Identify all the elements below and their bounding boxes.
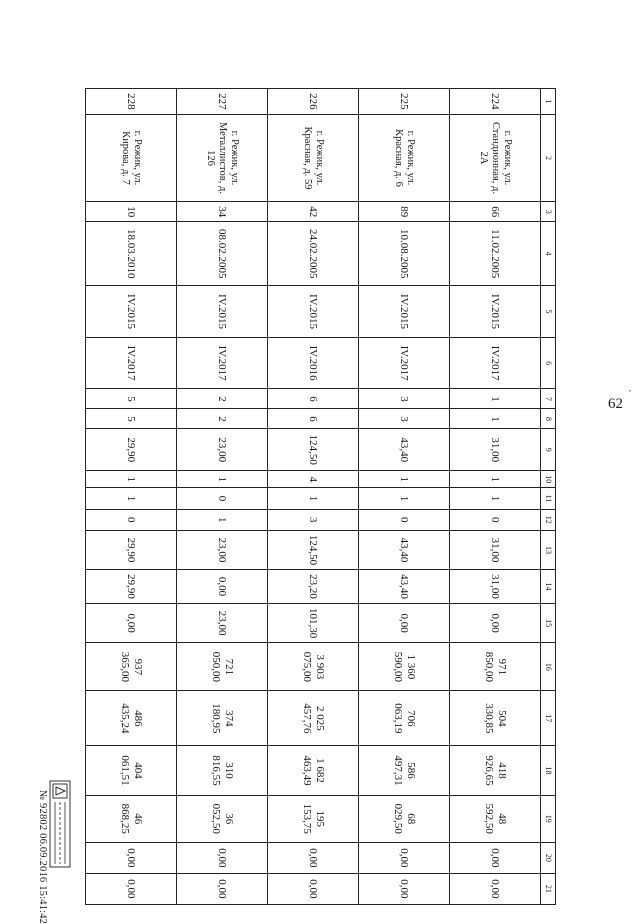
column-number: 17 xyxy=(541,691,556,746)
column-number: 16 xyxy=(541,643,556,691)
table-cell: 48 592,50 xyxy=(450,795,541,842)
table-cell: 36 052,50 xyxy=(177,795,268,842)
table-cell: 29,90 xyxy=(86,570,177,604)
column-number: 5 xyxy=(541,286,556,338)
table-cell: IV.2017 xyxy=(86,337,177,389)
table-cell: 1 xyxy=(268,488,359,509)
column-number: 15 xyxy=(541,603,556,642)
column-number: 7 xyxy=(541,389,556,409)
column-number: 18 xyxy=(541,746,556,795)
table-cell: 486 435,24 xyxy=(86,691,177,746)
data-table xyxy=(85,88,556,905)
column-number: 6 xyxy=(541,337,556,389)
table-cell: 3 xyxy=(268,509,359,530)
table-cell: 0 xyxy=(86,509,177,530)
table-cell: 0,00 xyxy=(86,842,177,873)
column-number: 1 xyxy=(541,89,556,115)
table-cell: 3 xyxy=(359,409,450,429)
table-cell: IV.2017 xyxy=(450,337,541,389)
table-cell: 1 xyxy=(359,488,450,509)
table-cell: 3 903 075,00 xyxy=(268,643,359,691)
table-cell: 23,00 xyxy=(177,429,268,471)
table-cell: 31,00 xyxy=(450,429,541,471)
table-cell: 66 xyxy=(450,202,541,222)
table-cell: 23,00 xyxy=(177,530,268,569)
column-number: 21 xyxy=(541,873,556,904)
page-number: 62 xyxy=(608,396,623,412)
table-cell: 1 682 463,49 xyxy=(268,746,359,795)
address-cell: г. Режик, ул. Кирова, д. 7 xyxy=(86,114,177,201)
table-cell: 6 xyxy=(268,409,359,429)
table-cell: 5 xyxy=(86,409,177,429)
column-number: 10 xyxy=(541,470,556,487)
table-cell: 10 xyxy=(86,202,177,222)
table-cell: IV.2015 xyxy=(450,286,541,338)
column-number: 14 xyxy=(541,570,556,604)
table-cell: 418 926,65 xyxy=(450,746,541,795)
table-cell: 23,20 xyxy=(268,570,359,604)
table-cell: 504 330,85 xyxy=(450,691,541,746)
table-cell: 124,50 xyxy=(268,530,359,569)
table-cell: 1 xyxy=(450,389,541,409)
table-cell: 374 180,95 xyxy=(177,691,268,746)
table-cell: 2 025 457,76 xyxy=(268,691,359,746)
column-number: 13 xyxy=(541,530,556,569)
page-mark: ' xyxy=(621,390,632,392)
table-cell: 89 xyxy=(359,202,450,222)
table-cell: 0,00 xyxy=(177,570,268,604)
table-cell: IV.2017 xyxy=(359,337,450,389)
table-cell: 971 850,00 xyxy=(450,643,541,691)
table-cell: 0,00 xyxy=(268,842,359,873)
table-cell: 310 816,55 xyxy=(177,746,268,795)
table-cell: 706 063,19 xyxy=(359,691,450,746)
table-cell: 43,40 xyxy=(359,570,450,604)
table-cell: IV.2016 xyxy=(268,337,359,389)
table-cell: 1 xyxy=(177,470,268,487)
column-number: 20 xyxy=(541,842,556,873)
table-cell: 31,00 xyxy=(450,530,541,569)
table-cell: 23,00 xyxy=(177,603,268,642)
table-cell: 3 xyxy=(359,389,450,409)
table-cell: 31,00 xyxy=(450,570,541,604)
address-cell: г. Режик, ул. Металлистов, д. 126 xyxy=(177,114,268,201)
table-cell: 2 xyxy=(177,389,268,409)
table-cell: 101,30 xyxy=(268,603,359,642)
column-number: 11 xyxy=(541,488,556,509)
table-cell: 195 153,75 xyxy=(268,795,359,842)
table-cell: 0,00 xyxy=(450,873,541,904)
table-cell: 1 xyxy=(450,488,541,509)
table-cell: 0,00 xyxy=(450,603,541,642)
table-cell: 1 xyxy=(450,470,541,487)
table-cell: IV.2017 xyxy=(177,337,268,389)
row-number: 226 xyxy=(268,89,359,115)
table-cell: 29,90 xyxy=(86,429,177,471)
table-cell: 0 xyxy=(359,509,450,530)
table-cell: 124,50 xyxy=(268,429,359,471)
table-cell: 1 xyxy=(86,470,177,487)
table-cell: 43,40 xyxy=(359,429,450,471)
address-cell: г. Режик, ул. Стандионная, д. 2А xyxy=(450,114,541,201)
table-row xyxy=(450,89,541,905)
column-number: 12 xyxy=(541,509,556,530)
table-cell: 0,00 xyxy=(177,842,268,873)
table-cell: 68 029,50 xyxy=(359,795,450,842)
table-cell: 11.02.2005 xyxy=(450,222,541,286)
table-cell: 6 xyxy=(268,389,359,409)
table-cell: 2 xyxy=(177,409,268,429)
table-cell: 0 xyxy=(177,488,268,509)
table-cell: 0,00 xyxy=(86,873,177,904)
table-row xyxy=(86,89,177,905)
table-cell: 0,00 xyxy=(450,842,541,873)
column-number: 3 xyxy=(541,202,556,222)
row-number: 228 xyxy=(86,89,177,115)
footer-stamp: № 92802 06.09.2016 15:41:42 xyxy=(37,790,48,924)
stamp-logo-icon xyxy=(49,780,71,868)
table-cell: 46 868,25 xyxy=(86,795,177,842)
table-cell: 1 xyxy=(177,509,268,530)
row-number: 224 xyxy=(450,89,541,115)
column-number: 4 xyxy=(541,222,556,286)
table-cell: 29,90 xyxy=(86,530,177,569)
table-row xyxy=(177,89,268,905)
table-cell: IV.2015 xyxy=(359,286,450,338)
table-cell: 1 xyxy=(450,409,541,429)
table-cell: 10.08.2005 xyxy=(359,222,450,286)
column-number: 19 xyxy=(541,795,556,842)
table-row xyxy=(268,89,359,905)
table-cell: 5 xyxy=(86,389,177,409)
table-cell: 42 xyxy=(268,202,359,222)
table-cell: 586 497,31 xyxy=(359,746,450,795)
table-cell: IV.2015 xyxy=(177,286,268,338)
table-cell: 1 xyxy=(359,470,450,487)
table-cell: 0 xyxy=(450,509,541,530)
table-row xyxy=(359,89,450,905)
table-cell: 0,00 xyxy=(268,873,359,904)
table-cell: 0,00 xyxy=(359,603,450,642)
table-cell: 0,00 xyxy=(86,603,177,642)
table-cell: 4 xyxy=(268,470,359,487)
table-cell: 721 050,00 xyxy=(177,643,268,691)
address-cell: г. Режик, ул. Красная, д. 59 xyxy=(268,114,359,201)
table-cell: 1 xyxy=(86,488,177,509)
table-cell: IV.2015 xyxy=(268,286,359,338)
column-number: 8 xyxy=(541,409,556,429)
table-cell: 0,00 xyxy=(177,873,268,904)
address-cell: г. Режик, ул. Красная, д. 6 xyxy=(359,114,450,201)
table-cell: 0,00 xyxy=(359,842,450,873)
column-number: 2 xyxy=(541,114,556,201)
column-number-row xyxy=(541,89,556,905)
table-cell: IV.2015 xyxy=(86,286,177,338)
table-cell: 34 xyxy=(177,202,268,222)
table-cell: 1 360 590,00 xyxy=(359,643,450,691)
table-cell: 24.02.2005 xyxy=(268,222,359,286)
row-number: 227 xyxy=(177,89,268,115)
table-cell: 08.02.2005 xyxy=(177,222,268,286)
table-cell: 937 365,00 xyxy=(86,643,177,691)
column-number: 9 xyxy=(541,429,556,471)
table-cell: 0,00 xyxy=(359,873,450,904)
table-cell: 404 061,51 xyxy=(86,746,177,795)
table-cell: 18.03.2010 xyxy=(86,222,177,286)
table-cell: 43,40 xyxy=(359,530,450,569)
row-number: 225 xyxy=(359,89,450,115)
